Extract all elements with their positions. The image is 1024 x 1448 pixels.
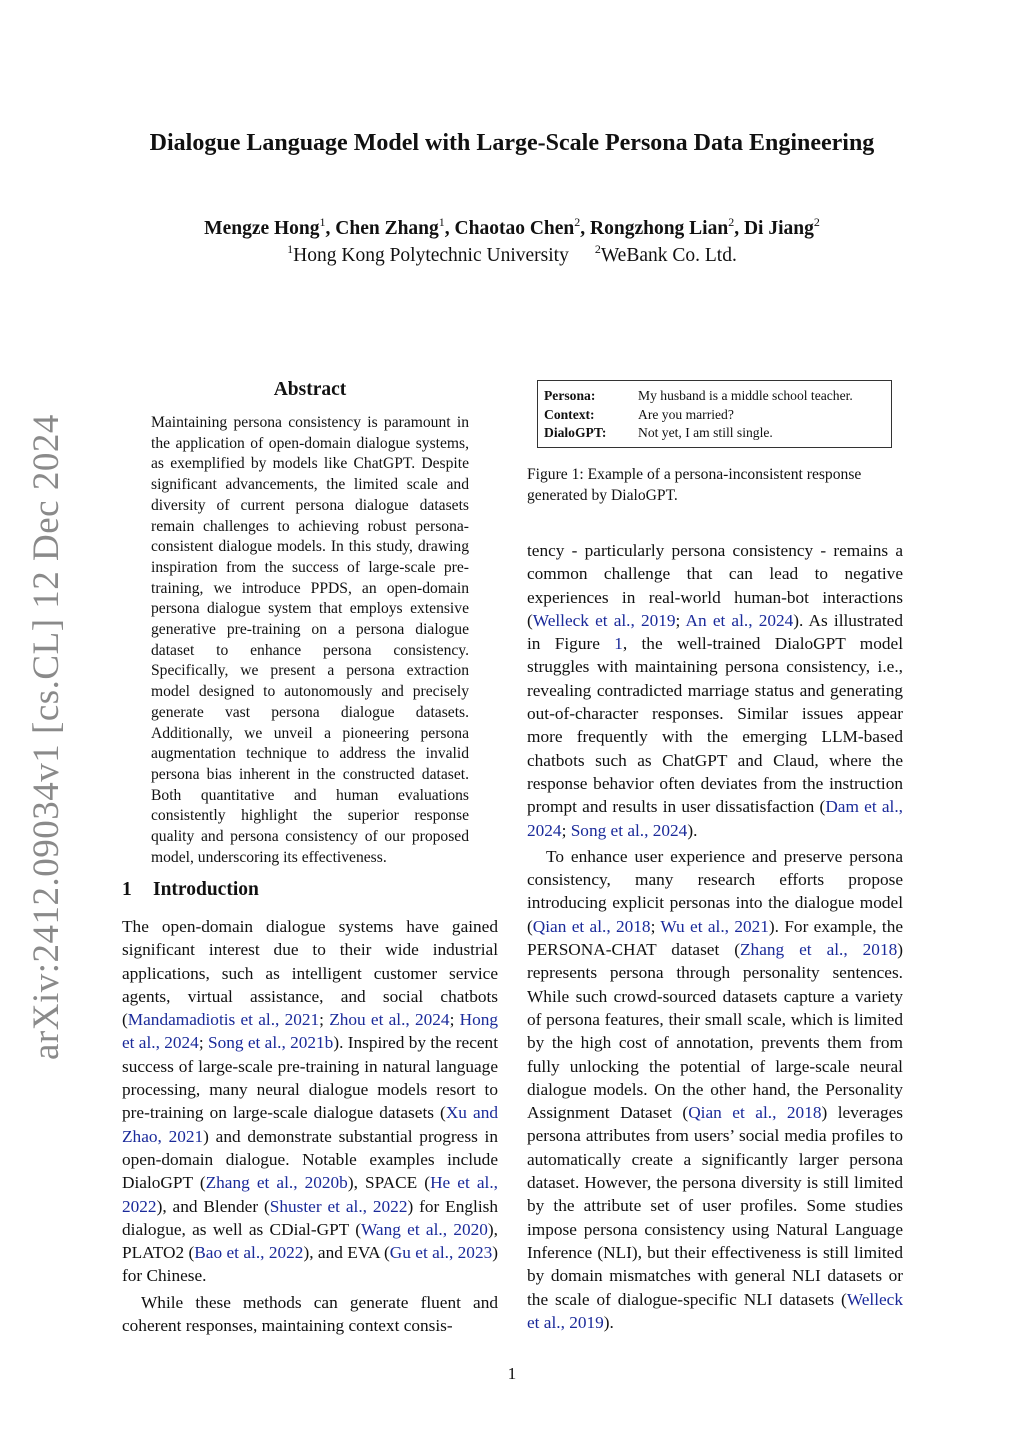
affiliation [594,242,737,266]
body-text: ; [449,1010,460,1030]
author-affiliation-mark: 1 [438,215,445,229]
body-text: ) leverages persona attributes from users’ social media profiles to automatically create a significantly larger persona dataset. However, the persona diversity is still limited by the attribute set of user profiles. Some studies impose persona consistency using Natural Language Inference (NLI), but their effectiveness is still limited by domain mismatches with general NLI datasets or the scale of dialogue-specific NLI datasets ( [527,1103,904,1309]
body-text: ; [198,1033,208,1053]
body-text: ), and EVA ( [303,1243,390,1263]
body-text: ) represents persona through personality sentences. While such crowd-sourced datasets capture a variety of persona features, their small scale, which is limited by the high cost of annotation, prevents them from fully unlocking the potential of large-scale neural dialogue models. On the other hand, the Personality Assignment Dataset ( [527,940,903,1123]
author-name: Chaotao Chen [454,218,575,239]
body-text: ), and Blender ( [156,1196,270,1216]
body-paragraph [122,915,498,1288]
author-affiliation-mark: 2 [728,215,735,229]
author-separator: , [580,218,591,239]
citation-link[interactable]: 1 [614,634,623,654]
body-text: tency - particularly persona consistency - remains a common challenge that can lead to negative experiences in real-world human-bot interactions ( [527,541,903,630]
paper-title: Dialogue Language Model with Large-Scale Persona Data Engineering [149,130,875,156]
body-text: ). As illustrated in Figure [527,610,903,654]
body-paragraph [527,845,903,1334]
figure-row-text: My husband is a middle school teacher. [638,388,853,403]
citation-link[interactable]: Mandamadiotis et al., 2021 [127,1010,320,1030]
citation-link[interactable]: Qian et al., 2018 [532,916,651,936]
body-paragraph [122,1291,498,1338]
figure-1-box [537,380,892,448]
citation-link[interactable]: He et al., 2022 [122,1173,498,1216]
body-text: ) for English dialogue, as well as CDial-GPT ( [122,1196,498,1239]
body-text: ; [319,1010,330,1030]
figure-row-text: Are you married? [638,406,734,422]
author-affiliation-mark: 2 [813,215,820,229]
body-text: ), SPACE ( [347,1173,431,1193]
body-text: ) and demonstrate substantial progress in open-domain dialogue. Notable examples include DialoGPT ( [122,1126,498,1193]
affiliation-name: Hong Kong Polytechnic University [293,245,569,266]
author-separator: , [325,218,336,239]
body-text: While these methods can generate fluent and coherent responses, maintaining context consis- [122,1292,498,1336]
citation-link[interactable]: Gu et al., 2023 [389,1243,493,1263]
affiliations [0,242,1024,267]
author-list [0,215,1024,240]
citation-link[interactable]: Wu et al., 2021 [660,916,769,936]
figure-row-text: Not yet, I am still single. [638,425,773,440]
citation-link[interactable]: Bao et al., 2022 [194,1243,304,1263]
section-heading-introduction [122,879,259,901]
citation-link[interactable]: Song et al., 2021b [207,1033,334,1053]
citation-link[interactable]: Zhang et al., 2018 [740,940,898,960]
citation-link[interactable]: Xu and Zhao, 2021 [122,1103,498,1146]
figure-row [544,387,885,406]
author-name: Chen Zhang [335,218,439,239]
figure-1-caption: Figure 1: Example of a persona-inconsistent response generated by DialoGPT. [527,466,862,504]
body-text: ; [650,916,661,936]
right-column-body [527,539,903,1334]
affiliation-mark: 1 [287,242,294,256]
body-text: ). For example, the PERSONA-CHAT dataset ( [527,916,903,960]
figure-row-label: DialoGPT: [544,425,607,440]
citation-link[interactable]: Welleck et al., 2019 [532,610,676,630]
citation-link[interactable]: An et al., 2024 [685,610,794,630]
body-text: ). Inspired by the recent success of large-scale pre-training in natural language processing, many neural dialogue models resort to pre-training on large-scale dialogue datasets ( [122,1033,498,1123]
citation-link[interactable]: Dam et al., 2024 [527,797,903,840]
body-text: ; [675,610,686,630]
section-title: Introduction [153,879,259,900]
affiliation-mark: 2 [594,242,601,256]
author-name: Mengze Hong [204,218,320,239]
body-text: ), PLATO2 ( [122,1219,498,1263]
citation-link[interactable]: Qian et al., 2018 [688,1103,822,1123]
author-affiliation-mark: 1 [319,215,326,229]
body-text: ). [687,820,698,840]
author-name: Rongzhong Lian [590,218,729,239]
citation-link[interactable]: Wang et al., 2020 [360,1219,488,1239]
figure-row-label: Persona: [544,388,596,403]
arxiv-identifier: arXiv:2412.09034v1 [cs.CL] 12 Dec 2024 [26,414,67,1060]
page-number: 1 [507,1364,517,1383]
author-separator: , [444,218,455,239]
author-affiliation-mark: 2 [574,215,581,229]
citation-link[interactable]: Welleck et al., 2019 [527,1289,903,1332]
body-text: , the well-trained DialoGPT model struggles with maintaining persona consistency, i.e., revealing contradicted marriage status and generating out-of-character responses. Similar issues appear more frequently with the emerging LLM-based chatbots such as ChatGPT and Claud, where the response behavior often deviates from the instruction prompt and results in user dissatisfaction ( [527,634,904,817]
abstract-text: Maintaining persona consistency is paramount in the application of open-domain dialogue systems, as exemplified by models like ChatGPT. Despite significant advancements, the limited scale and diversity of current persona dialogue datasets remain challenges to achieving robust persona-consistent dialogue models. In this study, drawing inspiration from the success of large-scale pre-training, we introduce PPDS, an open-domain persona dialogue system that employs extensive generative pre-training on a persona dialogue dataset to enhance persona consistency. Specifically, we present a persona extraction model designed to autonomously and precisely generate vast persona dialogue datasets. Additionally, we unveil a pioneering persona augmentation technique to address the invalid persona bias inherent in the constructed dataset. Both quantitative and human evaluations consistently highlight the superior response quality and persona consistency of our proposed model, underscoring its effectiveness. [151,414,469,866]
citation-link[interactable]: Hong et al., 2024 [122,1010,499,1053]
affiliation [287,242,569,266]
body-text: To enhance user experience and preserve persona consistency, many research efforts propose introducing explicit personas into the dialogue model ( [527,846,903,936]
citation-link[interactable]: Shuster et al., 2022 [269,1196,408,1216]
abstract-heading: Abstract [273,379,347,400]
body-text: ; [561,820,571,840]
body-paragraph [527,539,903,842]
left-column-body [122,915,498,1337]
figure-row [544,424,885,443]
affiliation-name: WeBank Co. Ltd. [600,245,737,266]
citation-link[interactable]: Zhou et al., 2024 [329,1010,450,1030]
body-text: ) for Chinese. [122,1243,498,1286]
citation-link[interactable]: Song et al., 2024 [570,820,688,840]
figure-row [544,406,885,425]
section-number: 1 [122,879,132,900]
author-name: Di Jiang [743,218,814,239]
figure-row-label: Context: [544,406,595,422]
body-text: The open-domain dialogue systems have gained significant interest due to their wide industrial applications, such as intelligent customer service agents, virtual assistance, and social chatbots ( [122,917,498,1030]
author-separator: , [734,218,744,239]
body-text: ). [603,1312,614,1332]
citation-link[interactable]: Zhang et al., 2020b [205,1173,348,1193]
